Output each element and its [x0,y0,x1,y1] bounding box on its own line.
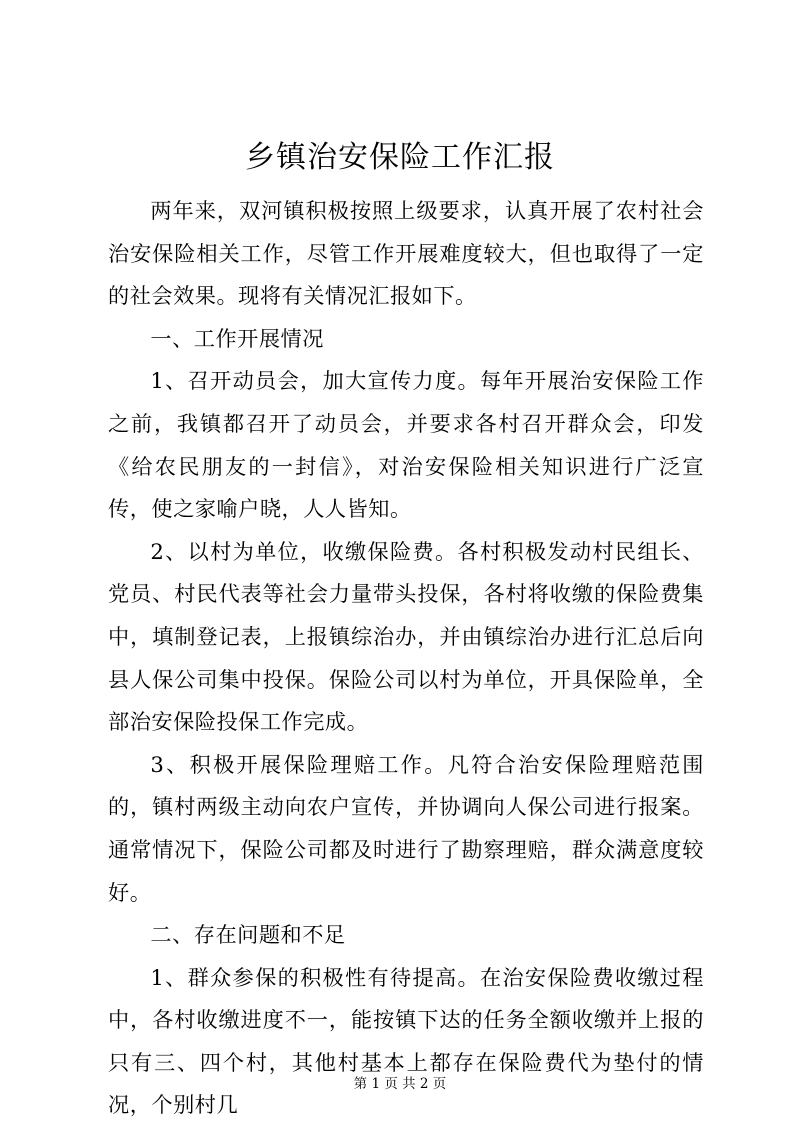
paragraph-1-2: 2、以村为单位，收缴保险费。各村积极发动村民组长、党员、村民代表等社会力量带头投保，各村将收缴的保险费集中，填制登记表，上报镇综治办，并由镇综治办进行汇总后向县人保公司集中投保。保险公司以村为单位，开具保险单，全部治安保险投保工作完成。 [108,538,704,735]
section-heading-1: 一、工作开展情况 [150,325,324,351]
intro-paragraph: 两年来，双河镇积极按照上级要求，认真开展了农村社会治安保险相关工作，尽管工作开展难度较大，但也取得了一定的社会效果。现将有关情况汇报如下。 [108,198,704,309]
document-title: 乡镇治安保险工作汇报 [245,140,555,175]
paragraph-1-3: 3、积极开展保险理赔工作。凡符合治安保险理赔范围的，镇村两级主动向农户宣传，并协调向人保公司进行报案。通常情况下，保险公司都及时进行了勘察理赔，群众满意度较好。 [108,751,704,905]
section-heading-2: 二、存在问题和不足 [150,922,346,948]
paragraph-1-1: 1、召开动员会，加大宣传力度。每年开展治安保险工作之前，我镇都召开了动员会，并要求各村召开群众会，印发《给农民朋友的一封信》，对治安保险相关知识进行广泛宣传，使之家喻户晓，人人皆知。 [108,368,704,522]
paragraph-2-1: 1、群众参保的积极性有待提高。在治安保险费收缴过程中，各村收缴进度不一，能按镇下达的任务全额收缴并上报的只有三、四个村，其他村基本上都存在保险费代为垫付的情况，个别村几 [108,964,704,1118]
document-body [108,190,704,1127]
page-number-footer: 第 1 页 共 2 页 [353,1076,447,1092]
